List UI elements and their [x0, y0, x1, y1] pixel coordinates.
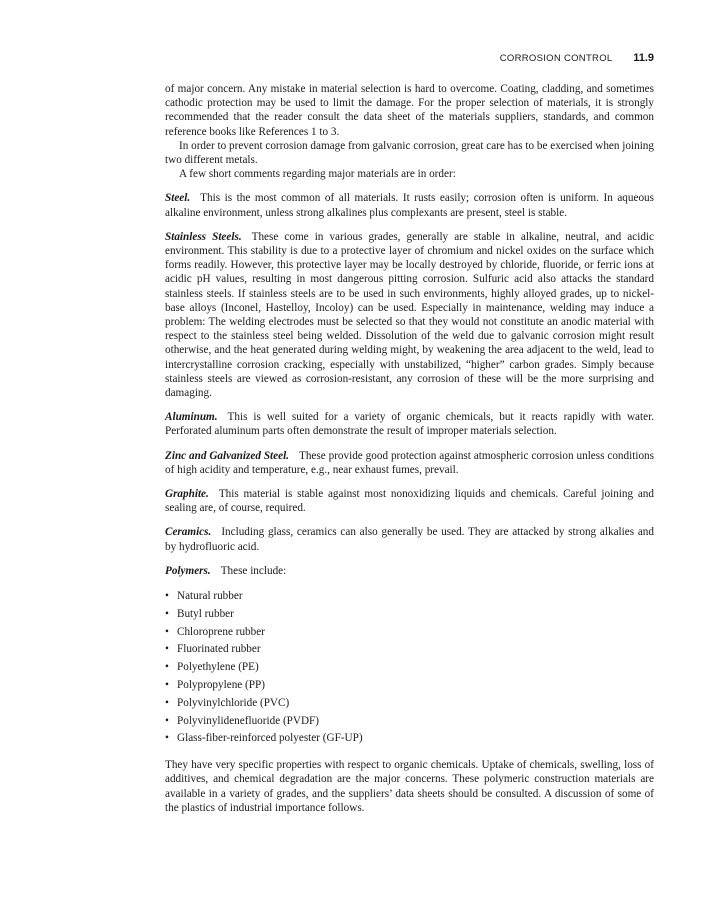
entry-text: Including glass, ceramics can also generally be used. They are attacked by strong alkalies and by hydrofluoric acid. [165, 526, 654, 553]
list-item-label: Fluorinated rubber [177, 643, 261, 656]
bullet-icon: • [165, 643, 169, 656]
entry-heading: Stainless Steels. [165, 230, 242, 243]
list-item [165, 730, 654, 748]
entry-zinc-galvanized [165, 449, 654, 477]
section-title: CORROSION CONTROL [499, 53, 613, 64]
list-item [165, 695, 654, 713]
list-item-label: Polyethylene (PE) [177, 661, 259, 674]
entry-heading: Steel. [165, 192, 191, 205]
body-text [165, 82, 654, 815]
polymer-list [165, 588, 654, 748]
list-item [165, 659, 654, 677]
list-item-label: Polyvinylidenefluoride (PVDF) [177, 714, 320, 727]
entry-graphite [165, 487, 654, 515]
entry-ceramics [165, 525, 654, 553]
entry-text: These include: [220, 564, 287, 577]
list-item-label: Chloroprene rubber [177, 625, 265, 638]
list-item [165, 624, 654, 642]
list-item-label: Natural rubber [177, 590, 243, 603]
entry-aluminum [165, 410, 654, 438]
entry-text: These provide good protection against atmospheric corrosion unless conditions of high acidity and temperature, e.g., near exhaust fumes, prevail. [165, 449, 654, 476]
entry-heading: Ceramics. [165, 526, 212, 539]
paragraph-intro-continued: of major concern. Any mistake in material selection is hard to overcome. Coating, cladding, and sometimes cathodic protection may be used to limit the damage. For the proper selection of materials, it is strongly recommended that the reader consult the data sheet of the materials suppliers, standards, and common reference books like References 1 to 3. [165, 83, 654, 138]
paragraph-galvanic: In order to prevent corrosion damage from galvanic corrosion, great care has to be exercised when joining two different metals. [165, 139, 654, 167]
list-item [165, 677, 654, 695]
entry-text: This is well suited for a variety of organic chemicals, but it reacts rapidly with water. Perforated aluminum parts often demonstrate the result of improper materials selection. [165, 411, 654, 438]
entry-text: These come in various grades, generally are stable in alkaline, neutral, and acidic environment. This stability is due to a protective layer of chromium and nickel oxides on the surface which forms readily. However, this protective layer may be locally destroyed by chloride, fluoride, or ferric ions at acidic pH values, resulting in most dangerous pitting corrosion. Sulfuric acid also attacks the standard stainless steels. If stainless steels are to be used in such environments, highly alloyed grades, up to nickel-base alloys (Inconel, Hastelloy, Incoloy) can be used. Especially in maintenance, welding may induce a problem: The welding electrodes must be selected so that they would not constitute an anodic material with respect to the stainless steel being welded. Dissolution of the weld due to galvanic corrosion might result otherwise, and the heat generated during welding might, by weakening the area adjacent to the weld, lead to intercrystalline corrosion cracking, especially with unstabilized, “higher” carbon grades. Simply because stainless steels are viewed as corrosion-resistant, any corrosion of these will be the more surprising and damaging. [165, 230, 654, 400]
paragraph-closing: They have very specific properties with respect to organic chemicals. Uptake of chemicals, swelling, loss of additives, and chemical degradation are the major concerns. These polymeric construction materials are available in a variety of grades, and the suppliers’ data sheets should be consulted. A discussion of some of the plastics of industrial importance follows. [165, 759, 654, 814]
page-number: 11.9 [633, 52, 654, 64]
bullet-icon: • [165, 696, 169, 709]
list-item-label: Butyl rubber [177, 607, 234, 620]
entry-heading: Aluminum. [165, 411, 218, 424]
bullet-icon: • [165, 661, 169, 674]
list-item [165, 606, 654, 624]
entry-polymers [165, 564, 654, 578]
list-item-label: Polyvinylchloride (PVC) [177, 696, 290, 709]
entry-heading: Zinc and Galvanized Steel. [165, 449, 289, 462]
list-item [165, 713, 654, 731]
entry-heading: Polymers. [165, 564, 211, 577]
entry-stainless-steels [165, 230, 654, 400]
bullet-icon: • [165, 607, 169, 620]
paragraph-comments-intro: A few short comments regarding major materials are in order: [179, 168, 456, 181]
entry-heading: Graphite. [165, 488, 209, 501]
entry-text: This material is stable against most nonoxidizing liquids and chemicals. Careful joining and sealing are, of course, required. [165, 488, 654, 515]
bullet-icon: • [165, 590, 169, 603]
entry-steel [165, 191, 654, 219]
bullet-icon: • [165, 679, 169, 692]
bullet-icon: • [165, 714, 169, 727]
bullet-icon: • [165, 732, 169, 745]
list-item-label: Polypropylene (PP) [177, 679, 265, 692]
running-header [165, 52, 654, 64]
list-item [165, 588, 654, 606]
bullet-icon: • [165, 625, 169, 638]
list-item [165, 641, 654, 659]
entry-text: This is the most common of all materials. It rusts easily; corrosion often is uniform. In aqueous alkaline environment, unless strong alkalines plus complexants are present, steel is stable. [165, 192, 654, 219]
list-item-label: Glass-fiber-reinforced polyester (GF-UP) [177, 732, 363, 745]
